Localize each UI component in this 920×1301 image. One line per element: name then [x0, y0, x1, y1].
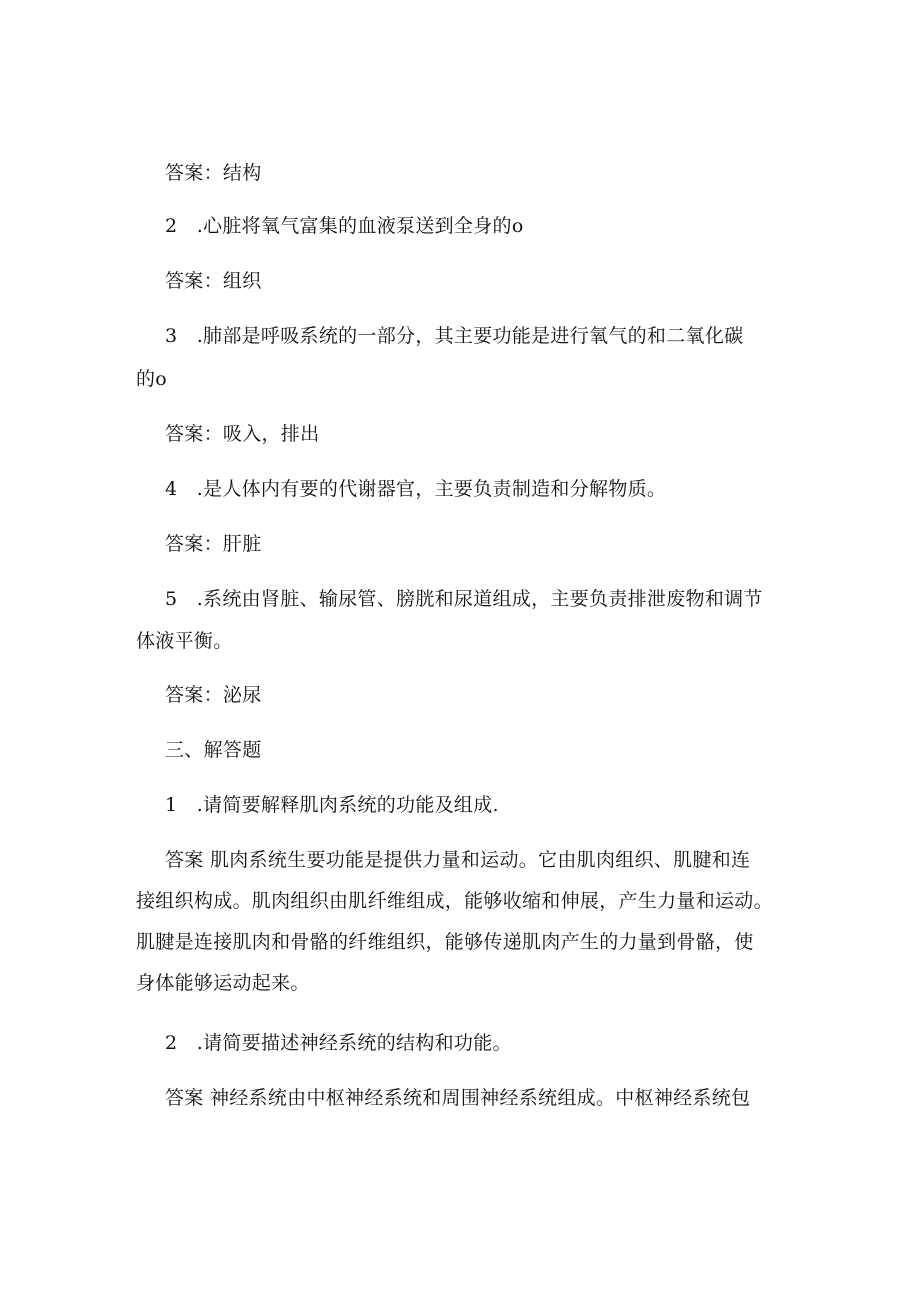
answer-line: 答案 肌肉系统生要功能是提供力量和运动。它由肌肉组织、肌腱和连 — [165, 849, 751, 871]
answer-line: 答案：泌尿 — [165, 684, 262, 706]
answer-line: 答案：结构 — [165, 162, 262, 184]
section-heading: 三、解答题 — [165, 739, 262, 761]
answer-line: 答案 神经系统由中枢神经系统和周围神经系统组成。中枢神经系统包 — [165, 1087, 751, 1109]
answer-line: 答案：肝脏 — [165, 533, 262, 555]
answer-line-continued: 身体能够运动起来。 — [136, 972, 310, 994]
question-line-continued: 的o — [136, 368, 168, 390]
answer-line-continued: 肌腱是连接肌肉和骨骼的纤维组织，能够传递肌肉产生的力量到骨骼，使 — [136, 931, 754, 953]
question-line-continued: 体液平衡。 — [136, 630, 233, 652]
question-line: 3 .肺部是呼吸系统的一部分，其主要功能是进行氧气的和二氧化碳 — [165, 325, 744, 347]
question-line: 1 .请简要解释肌肉系统的功能及组成. — [165, 794, 499, 816]
question-line: 2 .心脏将氧气富集的血液泵送到全身的o — [165, 215, 524, 237]
question-line: 5 .系统由肾脏、输尿管、膀胱和尿道组成，主要负责排泄废物和调节 — [165, 588, 763, 610]
answer-line: 答案：组织 — [165, 270, 262, 292]
question-line: 2 .请简要描述神经系统的结构和功能。 — [165, 1032, 512, 1054]
question-line: 4 .是人体内有要的代谢器官，主要负责制造和分解物质。 — [165, 478, 667, 500]
answer-line: 答案：吸入，排出 — [165, 423, 320, 445]
answer-line-continued: 接组织构成。肌肉组织由肌纤维组成，能够收缩和伸展，产生力量和运动。 — [136, 890, 773, 912]
